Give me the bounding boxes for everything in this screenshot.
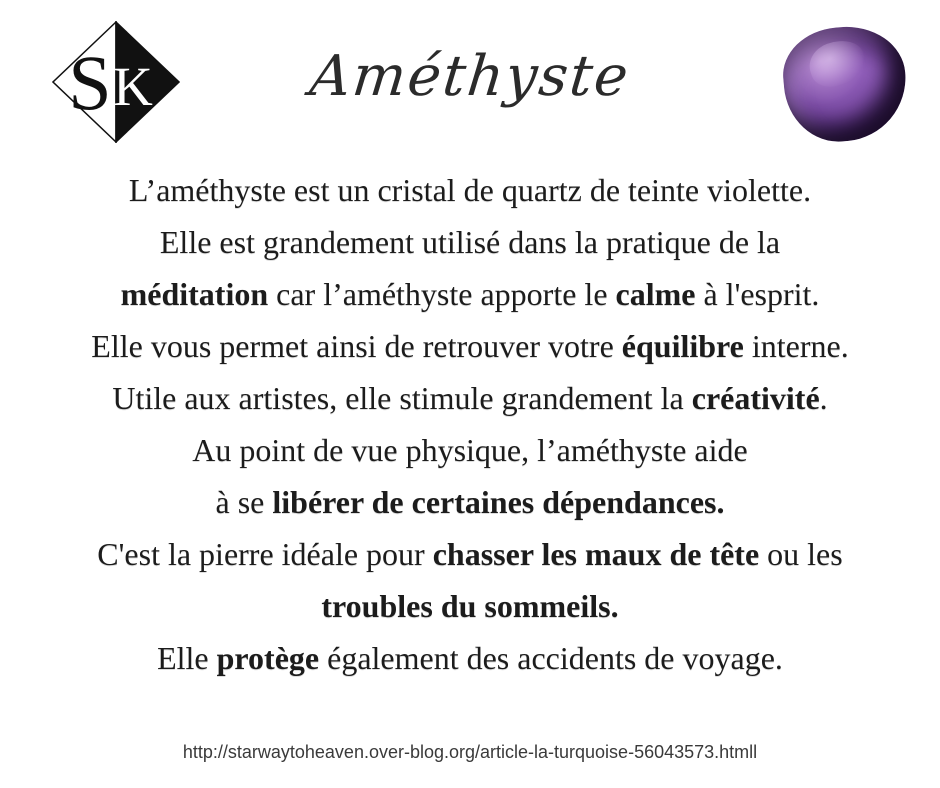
emphasized-text: calme: [615, 276, 696, 312]
body-line: [0, 528, 940, 580]
logo-letter-s: S: [68, 39, 112, 126]
emphasized-text: troubles du sommeils.: [321, 588, 619, 624]
emphasized-text: équilibre: [621, 328, 744, 364]
text-segment: Au point de vue physique, l’améthyste aide: [192, 432, 748, 468]
text-segment: également des accidents de voyage.: [319, 640, 783, 676]
text-segment: .: [819, 380, 828, 416]
body-line: [0, 164, 940, 216]
body-line: [0, 424, 940, 476]
body-line: [0, 580, 940, 632]
source-url: http://starwaytoheaven.over-blog.org/article-la-turquoise-56043573.htmll: [182, 742, 758, 762]
emphasized-text: méditation: [120, 276, 269, 312]
stone-highlight: [803, 33, 870, 92]
emphasized-text: chasser les maux de tête: [432, 536, 760, 572]
body-line: [0, 476, 940, 528]
body-line: [0, 320, 940, 372]
text-segment: à se: [215, 484, 273, 520]
emphasized-text: protège: [216, 640, 320, 676]
text-segment: Elle vous permet ainsi de retrouver votre: [91, 328, 622, 364]
amethyst-stone-image: [779, 22, 910, 146]
description-text: [0, 164, 940, 684]
text-segment: à l'esprit.: [695, 276, 820, 312]
body-line: [0, 632, 940, 684]
logo-letter-k: K: [113, 56, 153, 117]
body-line: [0, 268, 940, 320]
text-segment: C'est la pierre idéale pour: [97, 536, 433, 572]
text-segment: L’améthyste est un cristal de quartz de teinte violette.: [128, 172, 812, 208]
body-line: [0, 216, 940, 268]
text-segment: Utile aux artistes, elle stimule grandement la: [112, 380, 692, 416]
page-title: Améthyste: [306, 44, 634, 109]
text-segment: Elle: [157, 640, 217, 676]
text-segment: ou les: [759, 536, 843, 572]
emphasized-text: créativité: [691, 380, 820, 416]
text-segment: car l’améthyste apporte le: [268, 276, 616, 312]
text-segment: interne.: [743, 328, 849, 364]
emphasized-text: libérer de certaines dépendances.: [272, 484, 725, 520]
body-line: [0, 372, 940, 424]
text-segment: Elle est grandement utilisé dans la pratique de la: [159, 224, 781, 260]
